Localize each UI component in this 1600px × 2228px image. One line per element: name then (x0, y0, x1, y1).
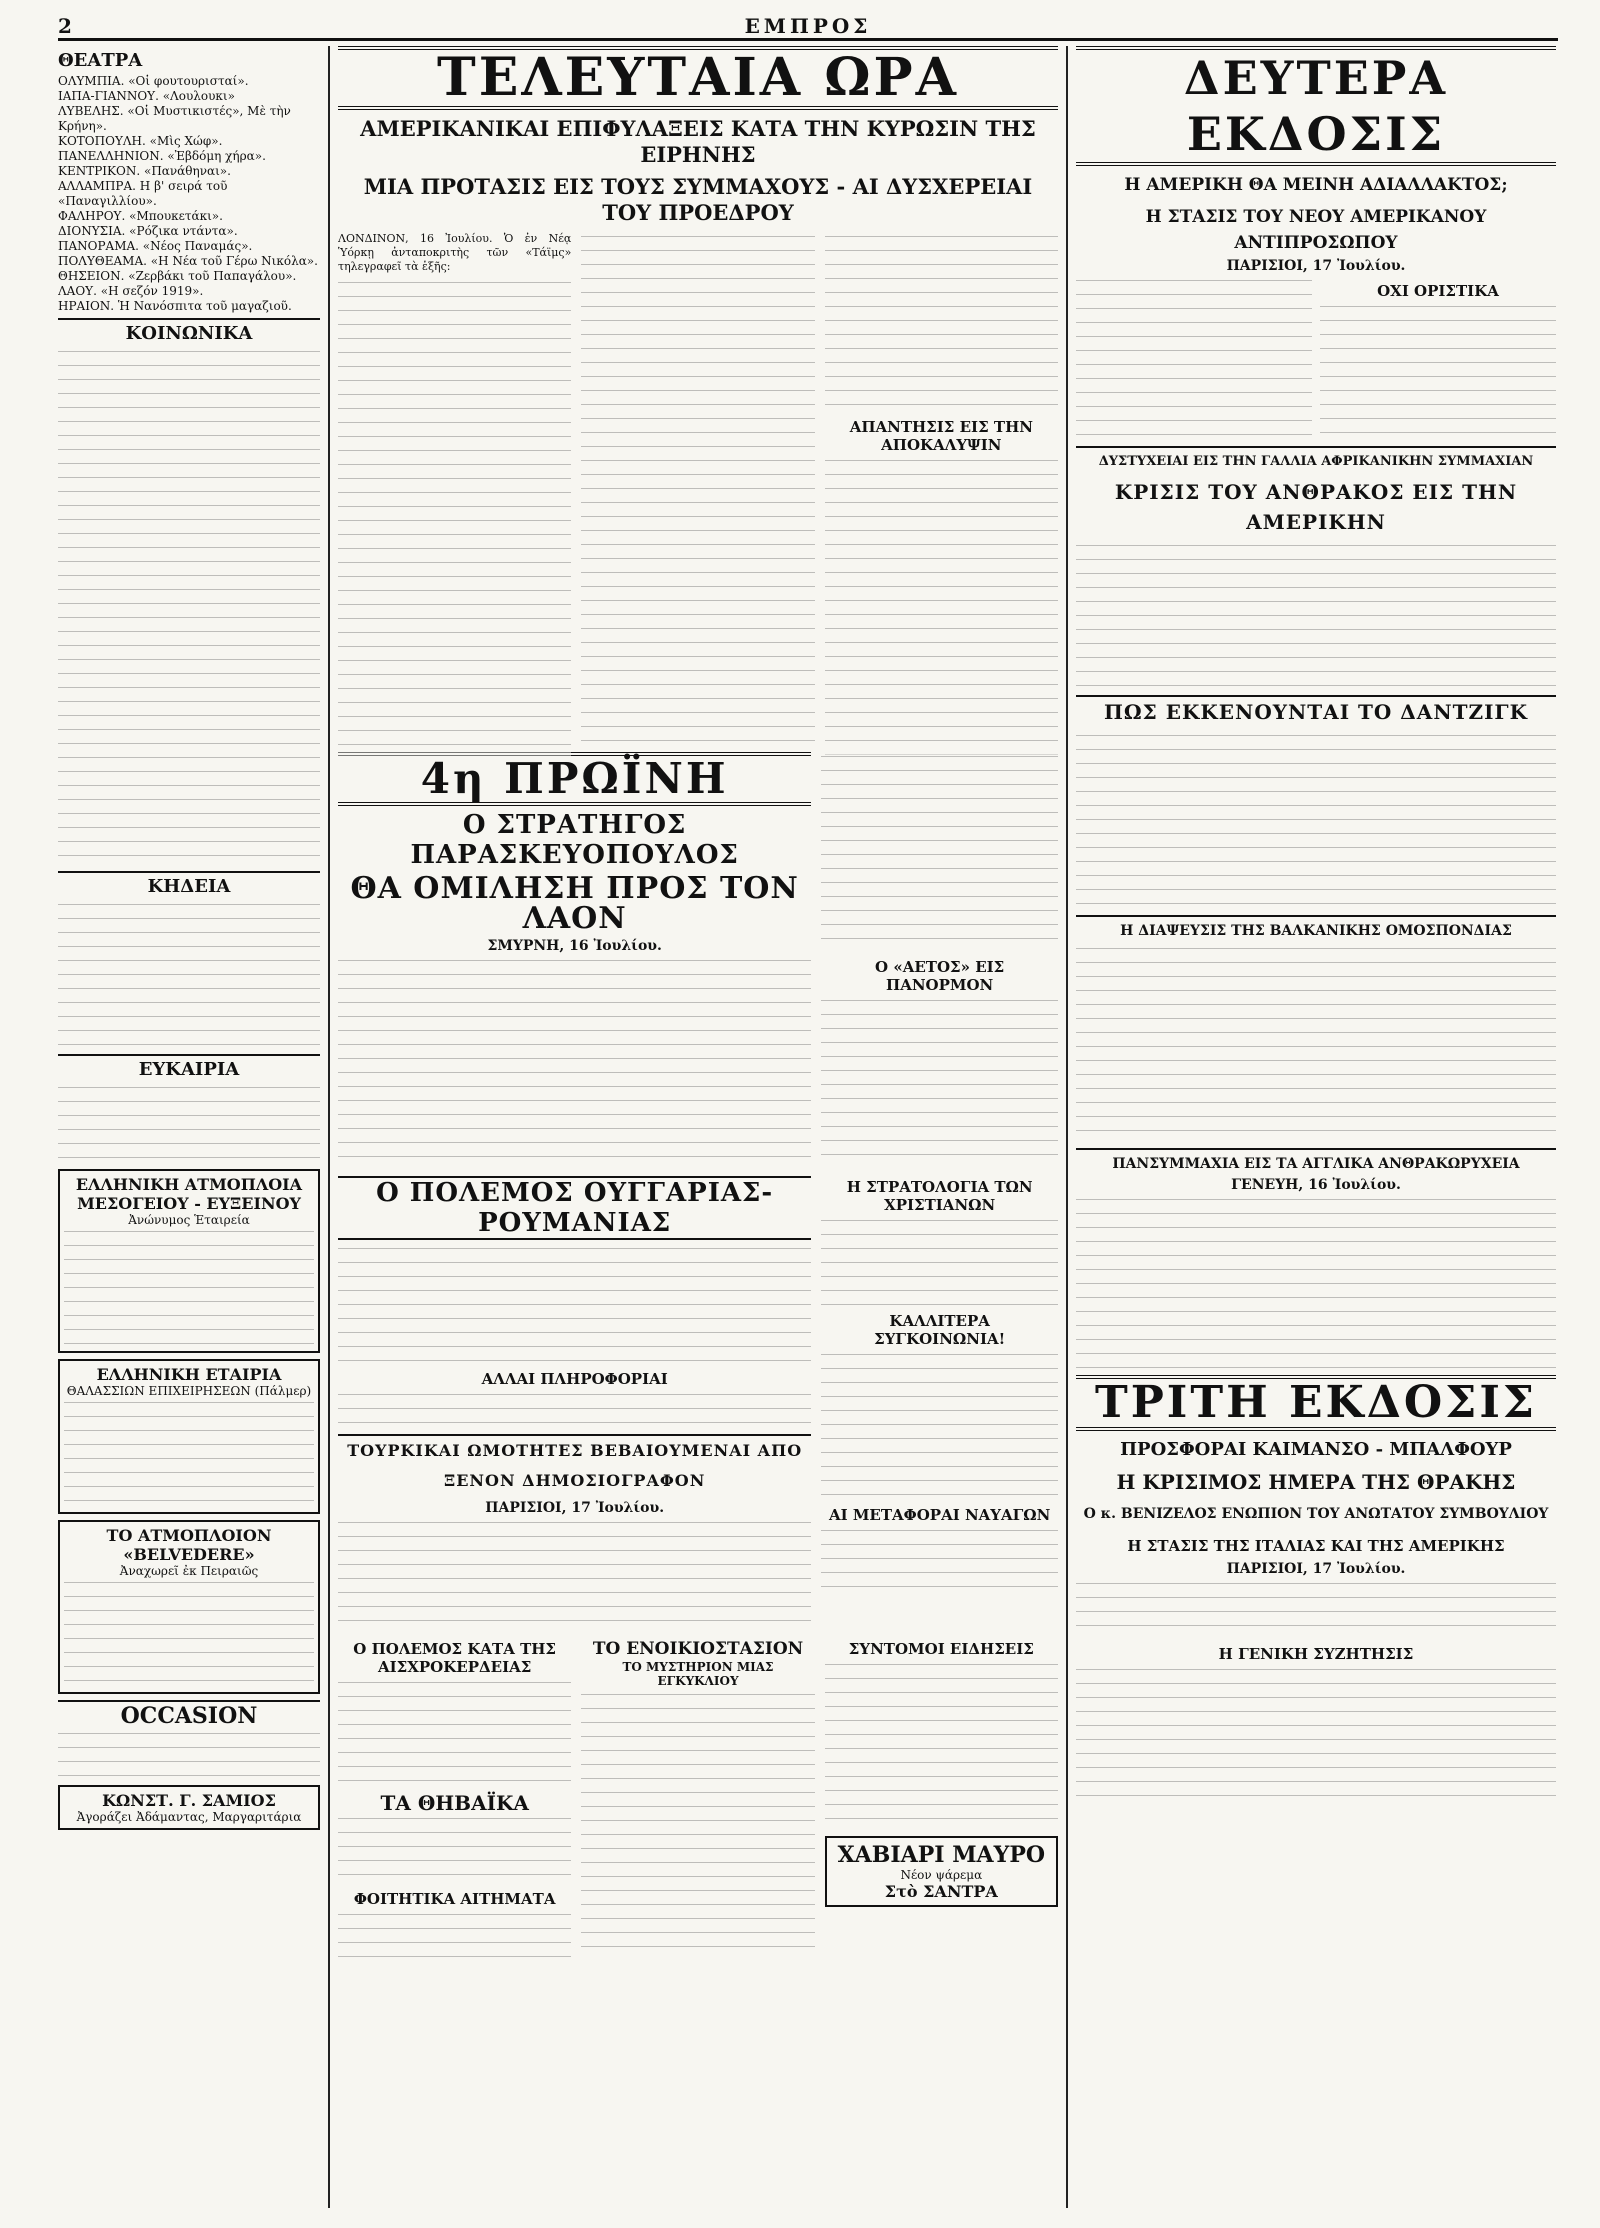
not-final-headline: ΟΧΙ ΟΡΙΣΤΙΚΑ (1377, 282, 1499, 300)
latest-hour-headline: ΤΕΛΕΥΤΑΙΑ ΩΡΑ (338, 46, 1058, 110)
theatre-item: ΗΡΑΙΟΝ. Ἡ Νανόσπιτα τοῦ μαγαζιοῦ. (58, 299, 292, 313)
paris-dateline: ΠΑΡΙΣΙΟΙ, 17 Ἰουλίου. (485, 1500, 665, 1516)
general-discussion-headline: Η ΓΕΝΙΚΗ ΣΥΖΗΤΗΣΙΣ (1218, 1645, 1414, 1663)
theatre-title: ΘΕΑΤΡΑ (58, 50, 143, 71)
thebes-headline: ΤΑ ΘΗΒΑΪΚΑ (380, 1791, 529, 1815)
reply-headline: ΑΠΑΝΤΗΣΙΣ ΕΙΣ ΤΗΝ ΑΠΟΚΑΛΥΨΙΝ (849, 418, 1033, 454)
short-news-headline: ΣΥΝΤΟΜΟΙ ΕΙΔΗΣΕΙΣ (848, 1640, 1034, 1658)
theatre-item: ΦΑΛΗΡΟΥ. «Μπουκετάκι». (58, 209, 223, 223)
theatre-item: ΔΙΟΝΥΣΙΑ. «Ρόζικα ντάντα». (58, 224, 238, 238)
speak-headline: ΘΑ ΟΜΙΛΗΣΗ ΠΡΟΣ ΤΟΝ ΛΑΟΝ (350, 871, 799, 936)
article-text (338, 278, 571, 758)
article-text (825, 1660, 1058, 1830)
rent-headline: ΤΟ ΕΝΟΙΚΙΟΣΤΑΣΙΟΝ (592, 1639, 804, 1659)
representative-headline: Η ΣΤΑΣΙΣ ΤΟΥ ΝΕΟΥ ΑΜΕΡΙΚΑΝΟΥ ΑΝΤΙΠΡΟΣΩΠΟΥ (1145, 207, 1487, 253)
article-text (1076, 1665, 1556, 1805)
theatre-list (58, 74, 320, 314)
left-column (58, 46, 320, 2208)
theatre-item: ΠΑΝΟΡΑΜΑ. «Νέος Παναμάς». (58, 239, 253, 253)
masthead: ΕΜΠΡΟΣ (744, 14, 872, 38)
second-edition-headline: ΔΕΥΤΕΡΑ ΕΚΔΟΣΙΣ (1076, 46, 1556, 166)
obituary-text-block (58, 900, 320, 1050)
article-text (338, 1390, 811, 1430)
ad-title: ΕΛΛΗΝΙΚΗ ΑΤΜΟΠΛΟΙΑ ΜΕΣΟΓΕΙΟΥ - ΕΥΞΕΙΝΟΥ (75, 1175, 303, 1213)
ad-hellenic-company (58, 1359, 320, 1514)
ad-title: ΕΛΛΗΝΙΚΗ ΕΤΑΙΡΙΑ (96, 1365, 282, 1384)
article-text (1320, 302, 1556, 442)
paris-dateline-2: ΠΑΡΙΣΙΟΙ, 17 Ἰουλίου. (1226, 1561, 1406, 1577)
eukairia-title: ΕΥΚΑΙΡΙΑ (58, 1054, 320, 1081)
thrace-headline: Η ΚΡΙΣΙΜΟΣ ΗΜΕΡΑ ΤΗΣ ΘΡΑΚΗΣ (1116, 1470, 1516, 1494)
fourth-edition-headline: 4η ΠΡΩΪΝΗ (338, 752, 811, 806)
italy-america-headline: Η ΣΤΑΣΙΣ ΤΗΣ ΙΤΑΛΙΑΣ ΚΑΙ ΤΗΣ ΑΜΕΡΙΚΗΣ (1127, 1537, 1505, 1555)
caviar-title: ΧΑΒΙΑΡΙ ΜΑΥΡΟ (837, 1842, 1046, 1868)
article-text (1076, 276, 1312, 436)
strike-headline: ΠΑΝΣΥΜΜΑΧΙΑ ΕΙΣ ΤΑ ΑΓΓΛΙΚΑ ΑΝΘΡΑΚΩΡΥΧΕΙΑ (1076, 1148, 1556, 1175)
ad-shipping-mediterranean (58, 1169, 320, 1353)
article-text (1076, 1579, 1556, 1639)
page-header (58, 14, 1558, 41)
ad-subtitle: Ἀνώνυμος Ἑταιρεία (128, 1213, 250, 1227)
theatre-item: ΛΥΒΕΛΗΣ. «Οἱ Μυστικιστές», Μὲ τὴν Κρήνη». (58, 104, 291, 133)
article-text (1076, 731, 1556, 911)
theatre-item: ΠΑΝΕΛΛΗΝΙΟΝ. «Ἐβδόμη χήρα». (58, 149, 266, 163)
article-text (338, 1814, 571, 1884)
theatre-item: ΠΟΛΥΘΕΑΜΑ. «Η Νέα τοῦ Γέρω Νικόλα». (58, 254, 318, 268)
turkish-atrocities-headline: ΤΟΥΡΚΙΚΑΙ ΩΜΟΤΗΤΕΣ ΒΕΒΑΙΟΥΜΕΝΑΙ ΑΠΟ ΞΕΝΟΝ ΔΗΜΟΣΙΟΓΡΑΦΟΝ (338, 1434, 811, 1496)
article-text (825, 456, 1058, 766)
ad-samios (58, 1785, 320, 1830)
danzig-headline: ΠΩΣ ΕΚΚΕΝΟΥΝΤΑΙ ΤΟ ΔΑΝΤΖΙΓΚ (1076, 695, 1556, 727)
article-text (581, 232, 814, 752)
theatre-item: ΟΛΥΜΠΙΑ. «Οἱ φουτουρισταί». (58, 74, 249, 88)
caviar-store: Στὸ ΣΑΝΤΡΑ (884, 1882, 998, 1901)
ad-subtitle: Ἀγοράζει Ἀδάμαντας, Μαργαριτάρια (76, 1810, 302, 1824)
war-headline: Ο ΠΟΛΕΜΟΣ ΟΥΓΓΑΡΙΑΣ-ΡΟΥΜΑΝΙΑΣ (338, 1176, 811, 1240)
column-rule (328, 46, 330, 2208)
article-text (825, 232, 1058, 412)
occasion-text (58, 1729, 320, 1779)
lead-text: ΛΟΝΔΙΝΟΝ, 16 Ἰουλίου. Ὁ ἐν Νέᾳ Ὑόρκῃ ἀνταποκριτὴς τῶν «Τάϊμς» τηλεγραφεῖ τὰ ἑξῆς: (338, 232, 572, 273)
article-text (338, 956, 811, 1166)
theatre-item: ΚΟΤΟΠΟΥΛΗ. «Μὶς Χώφ». (58, 134, 223, 148)
third-edition-headline: ΤΡΙΤΗ ΕΚΔΟΣΙΣ (1076, 1375, 1556, 1431)
page-number: 2 (58, 14, 72, 38)
general-headline: Ο ΣΤΡΑΤΗΓΟΣ ΠΑΡΑΣΚΕΥΟΠΟΥΛΟΣ (410, 810, 739, 870)
article-text (1076, 944, 1556, 1144)
offers-headline: ΠΡΟΣΦΟΡΑΙ ΚΑΙΜΑΝΣΟ - ΜΠΑΛΦΟΥΡ (1120, 1439, 1512, 1460)
column-rule (1066, 46, 1068, 2208)
article-text (821, 1526, 1058, 1596)
coal-crisis-headline: ΚΡΙΣΙΣ ΤΟΥ ΑΝΘΡΑΚΟΣ ΕΙΣ ΤΗΝ ΑΜΕΡΙΚΗΝ (1114, 480, 1518, 534)
other-info-headline: ΑΛΛΑΙ ΠΛΗΡΟΦΟΡΙΑΙ (481, 1370, 668, 1388)
caviar-subtitle: Νέον ψάρεμα (900, 1868, 983, 1882)
article-text (338, 1910, 571, 1970)
ad-subtitle: ΘΑΛΑΣΣΙΩΝ ΕΠΙΧΕΙΡΗΣΕΩΝ (Πάλμερ) (66, 1384, 312, 1398)
article-text (821, 996, 1058, 1156)
student-headline: ΦΟΙΤΗΤΙΚΑ ΑΙΤΗΜΑΤΑ (353, 1890, 556, 1908)
theatre-item: ΘΗΣΕΙΟΝ. «Ζερβάκι τοῦ Παπαγάλου». (58, 269, 297, 283)
obituary-title: ΚΗΔΕΙΑ (58, 871, 320, 898)
paris-dateline: ΠΑΡΙΣΙΟΙ, 17 Ἰουλίου. (1226, 258, 1406, 274)
smyrna-dateline: ΣΜΥΡΝΗ, 16 Ἰουλίου. (487, 938, 662, 954)
social-title: ΚΟΙΝΩΝΙΚΑ (58, 318, 320, 345)
article-text (821, 752, 1058, 952)
lead-article (338, 232, 1058, 752)
article-text (821, 1216, 1058, 1306)
center-column (338, 46, 1058, 2208)
america-headline: Η ΑΜΕΡΙΚΗ ΘΑ ΜΕΙΝΗ ΑΔΙΑΛΛΑΚΤΟΣ; (1124, 175, 1508, 195)
article-text (338, 1678, 571, 1788)
occasion-title: OCCASION (58, 1700, 320, 1727)
ad-belvedere (58, 1520, 320, 1694)
article-text (338, 1244, 811, 1364)
conscription-headline: Η ΣΤΡΑΤΟΛΟΓΙΑ ΤΩΝ ΧΡΙΣΤΙΑΝΩΝ (846, 1178, 1033, 1214)
article-text (821, 1350, 1058, 1500)
geneva-dateline: ΓΕΝΕΥΗ, 16 Ἰουλίου. (1231, 1177, 1401, 1193)
theatre-item: ΙΑΠΑ-ΓΙΑΝΝΟΥ. «Λουλουκι» (58, 89, 235, 103)
shipwreck-headline: ΑΙ ΜΕΤΑΦΟΡΑΙ ΝΑΥΑΓΩΝ (828, 1506, 1051, 1524)
article-text (581, 1690, 814, 1960)
alliance-headline: ΔΥΣΤΥΧΕΙΑΙ ΕΙΣ ΤΗΝ ΓΑΛΛΙΑ ΑΦΡΙΚΑΝΙΚΗΝ ΣΥΜΜΑΧΙΑΝ (1076, 446, 1556, 473)
venizelos-headline: Ο κ. ΒΕΝΙΖΕΛΟΣ ΕΝΩΠΙΟΝ ΤΟΥ ΑΝΩΤΑΤΟΥ ΣΥΜΒΟΥΛΙΟΥ (1083, 1506, 1549, 1522)
ad-subtitle: Ἀναχωρεῖ ἐκ Πειραιῶς (119, 1564, 259, 1578)
right-column (1076, 46, 1556, 2208)
profiteering-headline: Ο ΠΟΛΕΜΟΣ ΚΑΤΑ ΤΗΣ ΑΙΣΧΡΟΚΕΡΔΕΙΑΣ (353, 1640, 557, 1676)
ad-caviar (825, 1836, 1058, 1907)
better-connection-headline: ΚΑΛΛΙΤΕΡΑ ΣΥΓΚΟΙΝΩΝΙΑ! (874, 1312, 1006, 1348)
article-text (1076, 1195, 1556, 1375)
balkan-headline: Η ΔΙΑΨΕΥΣΙΣ ΤΗΣ ΒΑΛΚΑΝΙΚΗΣ ΟΜΟΣΠΟΝΔΙΑΣ (1076, 915, 1556, 942)
social-text-block (58, 347, 320, 867)
ad-text (64, 1227, 314, 1347)
aetos-headline: Ο «ΑΕΤΟΣ» ΕΙΣ ΠΑΝΟΡΜΟΝ (875, 958, 1005, 994)
theatre-item: ΚΕΝΤΡΙΚΟΝ. «Πανάθηναι». (58, 164, 231, 178)
ad-text (64, 1398, 314, 1508)
article-text (1076, 541, 1556, 691)
ad-title: ΚΩΝΣΤ. Γ. ΣΑΜΙΟΣ (102, 1791, 276, 1810)
american-reservations-headline: ΑΜΕΡΙΚΑΝΙΚΑΙ ΕΠΙΦΥΛΑΞΕΙΣ ΚΑΤΑ ΤΗΝ ΚΥΡΩΣΙΝ ΤΗΣ ΕΙΡΗΝΗΣ (360, 116, 1036, 167)
ad-title: ΤΟ ΑΤΜΟΠΛΟΙΟΝ «BELVEDERE» (106, 1526, 272, 1564)
article-text (338, 1518, 811, 1628)
rent-subheadline: ΤΟ ΜΥΣΤΗΡΙΟΝ ΜΙΑΣ ΕΓΚΥΚΛΙΟΥ (622, 1660, 774, 1688)
proposal-headline: ΜΙΑ ΠΡΟΤΑΣΙΣ ΕΙΣ ΤΟΥΣ ΣΥΜΜΑΧΟΥΣ - ΑΙ ΔΥΣΧΕΡΕΙΑΙ ΤΟΥ ΠΡΟΕΔΡΟΥ (363, 174, 1033, 225)
eukairia-text-block (58, 1083, 320, 1163)
ad-text (64, 1578, 314, 1688)
theatre-item: ΑΛΛΑΜΠΡΑ. Η β' σειρά τοῦ «Παναγιλλίου». (58, 179, 228, 208)
theatre-item: ΛΑΟΥ. «Η σεζόν 1919». (58, 284, 204, 298)
